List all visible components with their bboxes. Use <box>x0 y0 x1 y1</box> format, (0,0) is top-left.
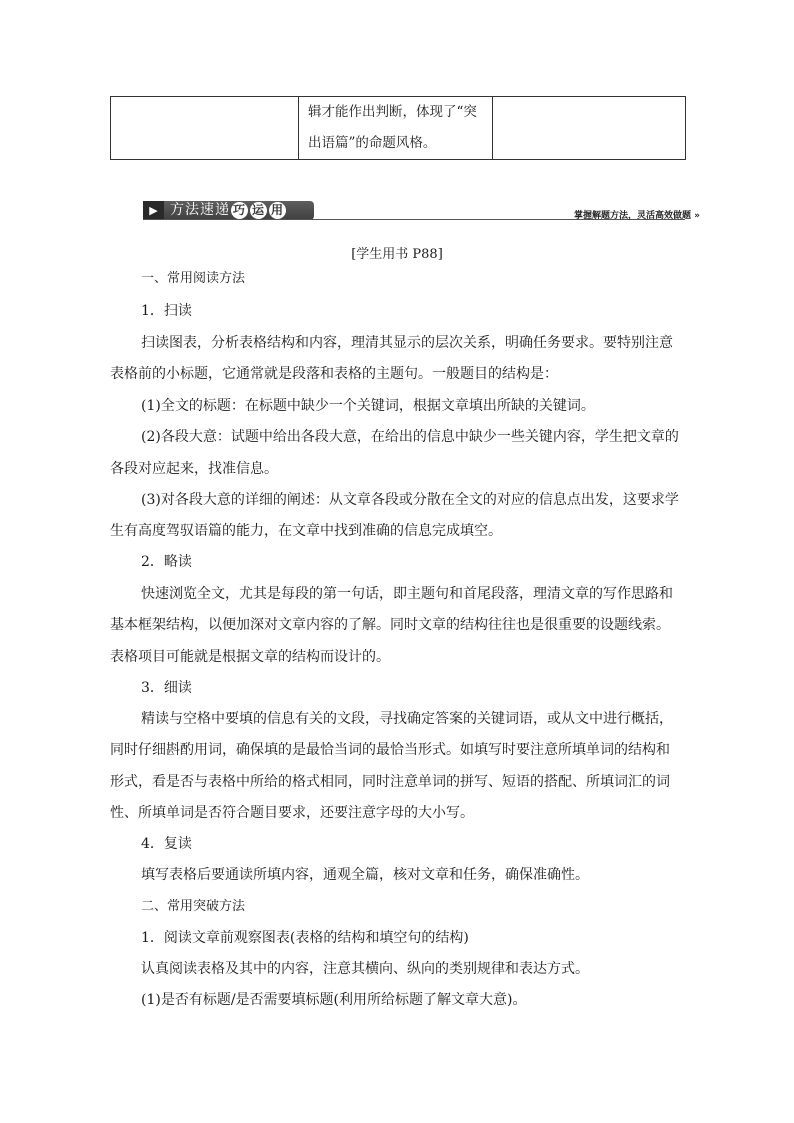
table-row <box>111 97 686 160</box>
continued-table <box>110 96 686 160</box>
paragraph-line: 基本框架结构，以便加深对文章内容的了解。同时文章的结构往往也是很重要的设题线索。 <box>110 617 670 633</box>
play-arrow-icon: ▶ <box>143 201 164 220</box>
subsection-heading: 4．复读 <box>141 836 192 852</box>
paragraph-line: (1)全文的标题：在标题中缺少一个关键词，根据文章填出所缺的关键词。 <box>141 398 595 414</box>
table-cell-text <box>299 97 493 160</box>
table-cell-line: 辑才能作出判断，体现了“突 <box>308 104 477 120</box>
paragraph-line: 精读与空格中要填的信息有关的文段，寻找确定答案的关键词语，或从文中进行概括， <box>141 711 673 727</box>
paragraph-line: 填写表格后要通读所填内容，通观全篇，核对文章和任务，确保准确性。 <box>141 867 589 883</box>
banner-title-main: 方法速递 <box>170 202 230 218</box>
table-cell-line: 出语篇”的命题风格。 <box>308 135 437 151</box>
section-heading: 一、常用阅读方法 <box>141 271 246 286</box>
section-heading: 二、常用突破方法 <box>141 899 246 914</box>
table-cell-empty-left <box>111 97 299 160</box>
paragraph-line: (3)对各段大意的详细的阐述：从文章各段或分散在全文的对应的信息点出发，这要求学 <box>141 492 679 508</box>
banner-highlight-char: 用 <box>270 203 284 217</box>
section-banner <box>143 201 314 220</box>
banner-highlight-char: 巧 <box>232 203 246 217</box>
book-reference: [学生用书 P88] <box>351 247 443 262</box>
paragraph-line: 认真阅读表格及其中的内容，注意其横向、纵向的类别规律和表达方式。 <box>141 961 589 977</box>
subsection-heading: 1．阅读文章前观察图表(表格的结构和填空句的结构) <box>141 930 469 946</box>
banner-tagline: 掌握解题方法，灵活高效做题 » <box>574 211 700 221</box>
paragraph-line: (1)是否有标题/是否需要填标题(利用所给标题了解文章大意)。 <box>141 992 527 1008</box>
paragraph-line: 快速浏览全文，尤其是每段的第一句话，即主题句和首尾段落，理清文章的写作思路和 <box>141 586 673 602</box>
subsection-heading: 2．略读 <box>141 554 192 570</box>
subsection-heading: 3．细读 <box>141 680 192 696</box>
table-cell-empty-right <box>493 97 686 160</box>
paragraph-line: 表格项目可能就是根据文章的结构而设计的。 <box>110 649 390 665</box>
paragraph-line: 形式，看是否与表格中所给的格式相同，同时注意单词的拼写、短语的搭配、所填词汇的词 <box>110 774 670 790</box>
banner-highlight-char: 运 <box>251 203 265 217</box>
banner-title <box>170 201 287 220</box>
paragraph-line: 表格前的小标题，它通常就是段落和表格的主题句。一般题目的结构是： <box>110 366 558 382</box>
paragraph-line: (2)各段大意：试题中给出各段大意，在给出的信息中缺少一些关键内容，学生把文章的 <box>141 429 679 445</box>
paragraph-line: 扫读图表，分析表格结构和内容，理清其显示的层次关系，明确任务要求。要特别注意 <box>141 335 673 351</box>
paragraph-line: 同时仔细斟酌用词，确保填的是最恰当词的最恰当形式。如填写时要注意所填单词的结构和 <box>110 742 670 758</box>
paragraph-line: 性、所填单词是否符合题目要求，还要注意字母的大小写。 <box>110 805 474 821</box>
subsection-heading: 1．扫读 <box>141 303 192 319</box>
paragraph-line: 生有高度驾驭语篇的能力，在文章中找到准确的信息完成填空。 <box>110 523 502 539</box>
paragraph-line: 各段对应起来，找准信息。 <box>110 461 278 477</box>
